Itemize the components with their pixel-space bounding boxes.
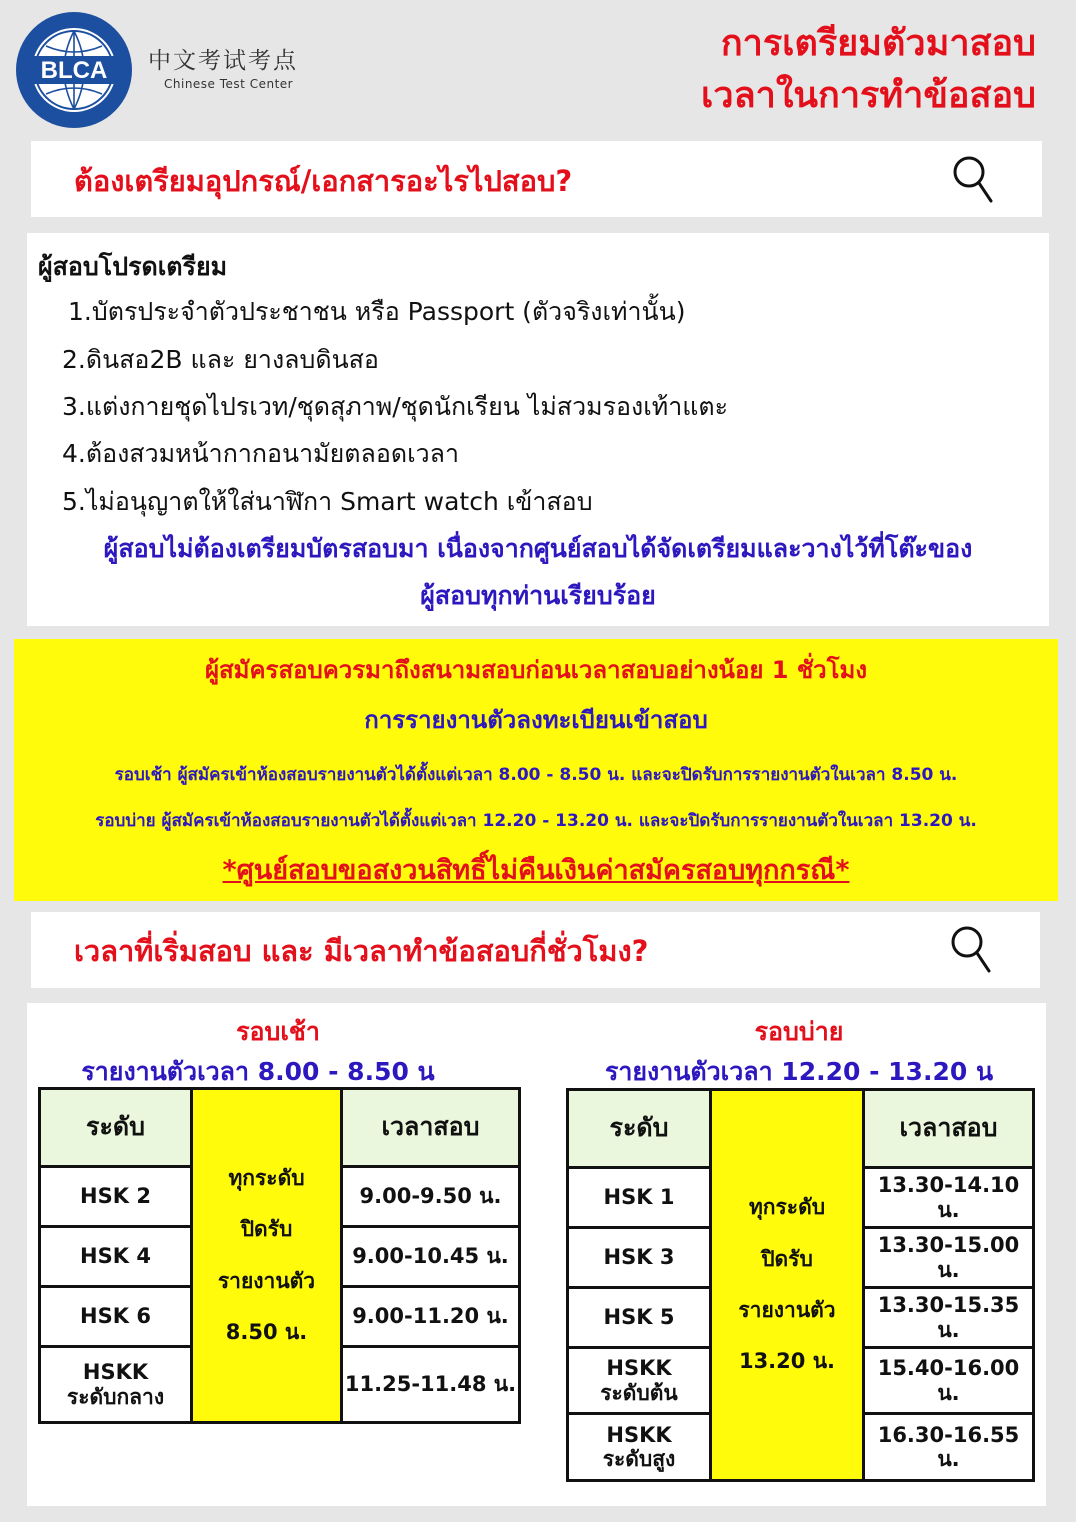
time-cell: 13.30-15.00 น. <box>864 1228 1034 1288</box>
time-cell: 9.00-9.50 น. <box>342 1167 520 1227</box>
blca-logo <box>14 10 134 130</box>
prep-item: 1.บัตรประจำตัวประชาชน หรือ Passport (ตัวจริงเท่านั้น) <box>68 297 686 326</box>
column-header-time: เวลาสอบ <box>864 1090 1034 1168</box>
level-cell: HSKK ระดับต้น <box>568 1348 711 1414</box>
time-cell: 13.30-15.35 น. <box>864 1288 1034 1348</box>
time-cell: 15.40-16.00 น. <box>864 1348 1034 1414</box>
morning-report-time: รายงานตัวเวลา 8.00 - 8.50 น <box>81 1057 435 1086</box>
column-header-level: ระดับ <box>40 1089 192 1167</box>
prep-heading: ผู้สอบโปรดเตรียม <box>38 252 228 281</box>
morning-closing-note: ทุกระดับ ปิดรับ รายงานตัว 8.50 น. <box>192 1089 342 1423</box>
logo-chinese-name: 中文考试考点 <box>148 48 298 74</box>
afternoon-session-title: รอบบ่าย <box>754 1017 844 1046</box>
level-cell: HSKK ระดับกลาง <box>40 1347 192 1423</box>
prep-item: 3.แต่งกายชุดไปรเวท/ชุดสุภาพ/ชุดนักเรียน ไม่สวมรองเท้าแตะ <box>62 392 729 421</box>
level-cell: HSK 2 <box>40 1167 192 1227</box>
time-cell: 11.25-11.48 น. <box>342 1347 520 1423</box>
question-materials: ต้องเตรียมอุปกรณ์/เอกสารอะไรไปสอบ? <box>74 164 573 198</box>
time-cell: 16.30-16.55 น. <box>864 1414 1034 1481</box>
magnifier-icon <box>949 924 993 974</box>
level-cell: HSK 4 <box>40 1227 192 1287</box>
morning-schedule-table <box>38 1087 521 1424</box>
level-cell: HSK 3 <box>568 1228 711 1288</box>
level-cell: HSK 1 <box>568 1168 711 1228</box>
time-cell: 13.30-14.10 น. <box>864 1168 1034 1228</box>
question-times: เวลาที่เริ่มสอบ และ มีเวลาทำข้อสอบกี่ชั่วโมง? <box>74 934 649 968</box>
refund-policy: *ศูนย์สอบขอสงวนสิทธิ์ไม่คืนเงินค่าสมัครสอบทุกกรณี* <box>222 855 850 886</box>
level-cell: HSK 5 <box>568 1288 711 1348</box>
prep-item: 5.ไม่อนุญาตให้ใส่นาฬิกา Smart watch เข้าสอบ <box>62 487 593 516</box>
logo-abbr: BLCA <box>40 57 108 84</box>
page-title-line1: การเตรียมตัวมาสอบ <box>720 23 1036 64</box>
time-cell: 9.00-11.20 น. <box>342 1287 520 1347</box>
prep-item: 4.ต้องสวมหน้ากากอนามัยตลอดเวลา <box>62 439 460 468</box>
prep-item: 2.ดินสอ2B และ ยางลบดินสอ <box>62 345 379 374</box>
column-header-time: เวลาสอบ <box>342 1089 520 1167</box>
level-cell: HSK 6 <box>40 1287 192 1347</box>
exam-card-note-line2: ผู้สอบทุกท่านเรียบร้อย <box>420 581 656 610</box>
registration-heading: การรายงานตัวลงทะเบียนเข้าสอบ <box>364 706 708 734</box>
column-header-level: ระดับ <box>568 1090 711 1168</box>
afternoon-registration-text: รอบบ่าย ผู้สมัครเข้าห้องสอบรายงานตัวได้ตั้งแต่เวลา 12.20 - 13.20 น. และจะปิดรับการรายงานตัวในเวลา 13.20 น. <box>95 811 977 831</box>
afternoon-closing-note: ทุกระดับ ปิดรับ รายงานตัว 13.20 น. <box>711 1090 864 1481</box>
magnifier-icon <box>951 154 995 204</box>
afternoon-report-time: รายงานตัวเวลา 12.20 - 13.20 น <box>604 1057 994 1086</box>
exam-card-note-line1: ผู้สอบไม่ต้องเตรียมบัตรสอบมา เนื่องจากศูนย์สอบได้จัดเตรียมและวางไว้ที่โต๊ะของ <box>103 534 973 563</box>
level-cell: HSKK ระดับสูง <box>568 1414 711 1481</box>
afternoon-schedule-table <box>566 1088 1035 1482</box>
time-cell: 9.00-10.45 น. <box>342 1227 520 1287</box>
morning-registration-text: รอบเช้า ผู้สมัครเข้าห้องสอบรายงานตัวได้ตั้งแต่เวลา 8.00 - 8.50 น. และจะปิดรับการรายงานตัวในเวลา 8.50 น. <box>114 765 958 785</box>
page-title-line2: เวลาในการทำข้อสอบ <box>701 75 1036 116</box>
logo-english-name: Chinese Test Center <box>164 77 294 91</box>
morning-session-title: รอบเช้า <box>236 1017 320 1046</box>
arrival-notice: ผู้สมัครสอบควรมาถึงสนามสอบก่อนเวลาสอบอย่างน้อย 1 ชั่วโมง <box>204 656 868 684</box>
